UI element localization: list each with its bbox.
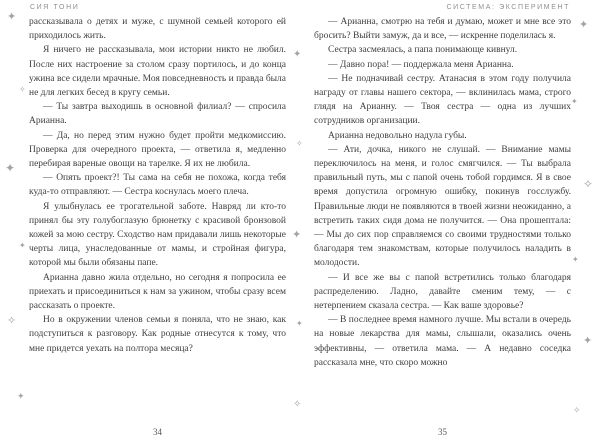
paragraph: — И все же вы с папой встретились только благодаря распределению. Ладно, давайте сменим тему, — с нетерпением сказала сестра. — Как ваше здоровье? [314,272,571,312]
page-right [314,0,571,442]
page-number-left: 34 [153,427,162,437]
running-head-title: СИСТЕМА: ЭКСПЕРИМЕНТ [446,4,570,11]
sparkle-icon: ✦ [19,241,26,250]
sparkle-icon: ✦ [5,161,16,175]
paragraph: — Ты завтра выходишь в основной филиал? — спросила Арианна. [29,102,286,127]
paragraph: — В последнее время намного лучше. Мы встали в очередь на новые лекарства для мамы, слышали, оказались очень эффективны, — ответила мама. — А недавно соседка рассказала мне, что скоро можно [314,315,571,368]
sparkle-icon: ✦ [292,229,302,241]
sparkle-icon: ✦ [579,19,589,31]
sparkle-icon: ✧ [7,315,17,327]
sparkle-icon: ✦ [17,391,25,401]
paragraph: — Арианна, смотрю на тебя и думаю, может и мне все это бросить? Выйти замуж, да и все, — искренне поделилась я. [314,17,571,42]
paragraph: — Да, но перед этим нужно будет пройти медкомиссию. Проверка для очередного проекта, — ответила я, медленно перебирая вареные овощи на тарелке. Я их не любила. [29,130,286,170]
paragraph: Я ничего не рассказывала, мои истории никто не любил. После них настроение за столом сразу портилось, и до конца ужина все сидели мрачные. Моя повседневность и правда была не для легких бесед в кругу семьи. [29,45,286,99]
page-left-text [29,15,286,416]
paragraph: — Давно пора! — поддержала меня Арианна. [328,59,514,70]
paragraph: рассказывала о детях и муже, с шумной семьей которого ей приходилось жить. [29,17,286,42]
page-right-text [314,15,571,416]
paragraph: Я улыбнулась ее трогательной заботе. Навряд ли кто-то принял бы эту голубоглазую брюнетку с красивой бронзовой кожей за мою сестру. Сходство нам придавали лишь некоторые черты лица, унаследованные от мамы, и стройная фигура, которой мы были обязаны папе. [29,201,286,269]
page-left [29,0,286,442]
sparkle-icon: ✦ [572,255,579,264]
sparkle-icon: ✧ [296,139,303,148]
paragraph: — Опять проект?! Ты сама на себя не похожа, когда тебя куда-то отправляют. — Сестра коснулась моего плеча. [29,173,286,198]
page-number-right: 35 [438,427,447,437]
sparkle-icon: ✧ [19,85,26,94]
paragraph: Арианна давно жила отдельно, но сегодня я попросила ее приехать и присоединиться к нам за ужином, чтобы сразу всем рассказать о проекте. [29,272,286,312]
running-head-author: СИЯ ТОНИ [30,4,80,11]
sparkle-icon: ✦ [7,11,17,23]
sparkle-icon: ✧ [573,405,581,415]
sparkle-icon: ✧ [293,399,302,410]
paragraph: Но в окружении членов семьи я поняла, что не знаю, как подступиться к разговору. Как родные отнесутся к тому, что мне придется уехать на полтора месяца? [29,315,286,354]
sparkle-icon: ✦ [583,335,593,347]
sparkle-icon: ✦ [293,49,302,60]
sparkle-icon: ✦ [296,319,303,328]
paragraph: Сестра засмеялась, а папа понимающе кивнул. [328,45,518,56]
paragraph: — Ати, дочка, никого не слушай. — Внимание мамы переключилось на меня, и голос смягчился. — Ты выбрала правильный путь, мы с папой очень тобой гордимся. Я в свое время допустила огромную ошибку, покинув госслужбу. Правильные люди не появляются в твоей жизни неожиданно, а встретить таких сидя дома не получится. — Она прошептала: — Мы до сих пор справляемся со своими трудностями только благодаря тем знакомствам, которые получилось наладить в молодости. [314,144,571,269]
sparkle-icon: ✦ [571,97,578,106]
paragraph: — Не подначивай сестру. Атанасия в этом году получила награду от главы нашего сектора, — вклинилась мама, строго глядя на Арианну. — Твоя сестра — одна из лучших сотрудников организации. [314,73,571,127]
sparkle-icon: ✧ [583,177,594,191]
paragraph: Арианна недовольно надула губы. [328,130,467,141]
